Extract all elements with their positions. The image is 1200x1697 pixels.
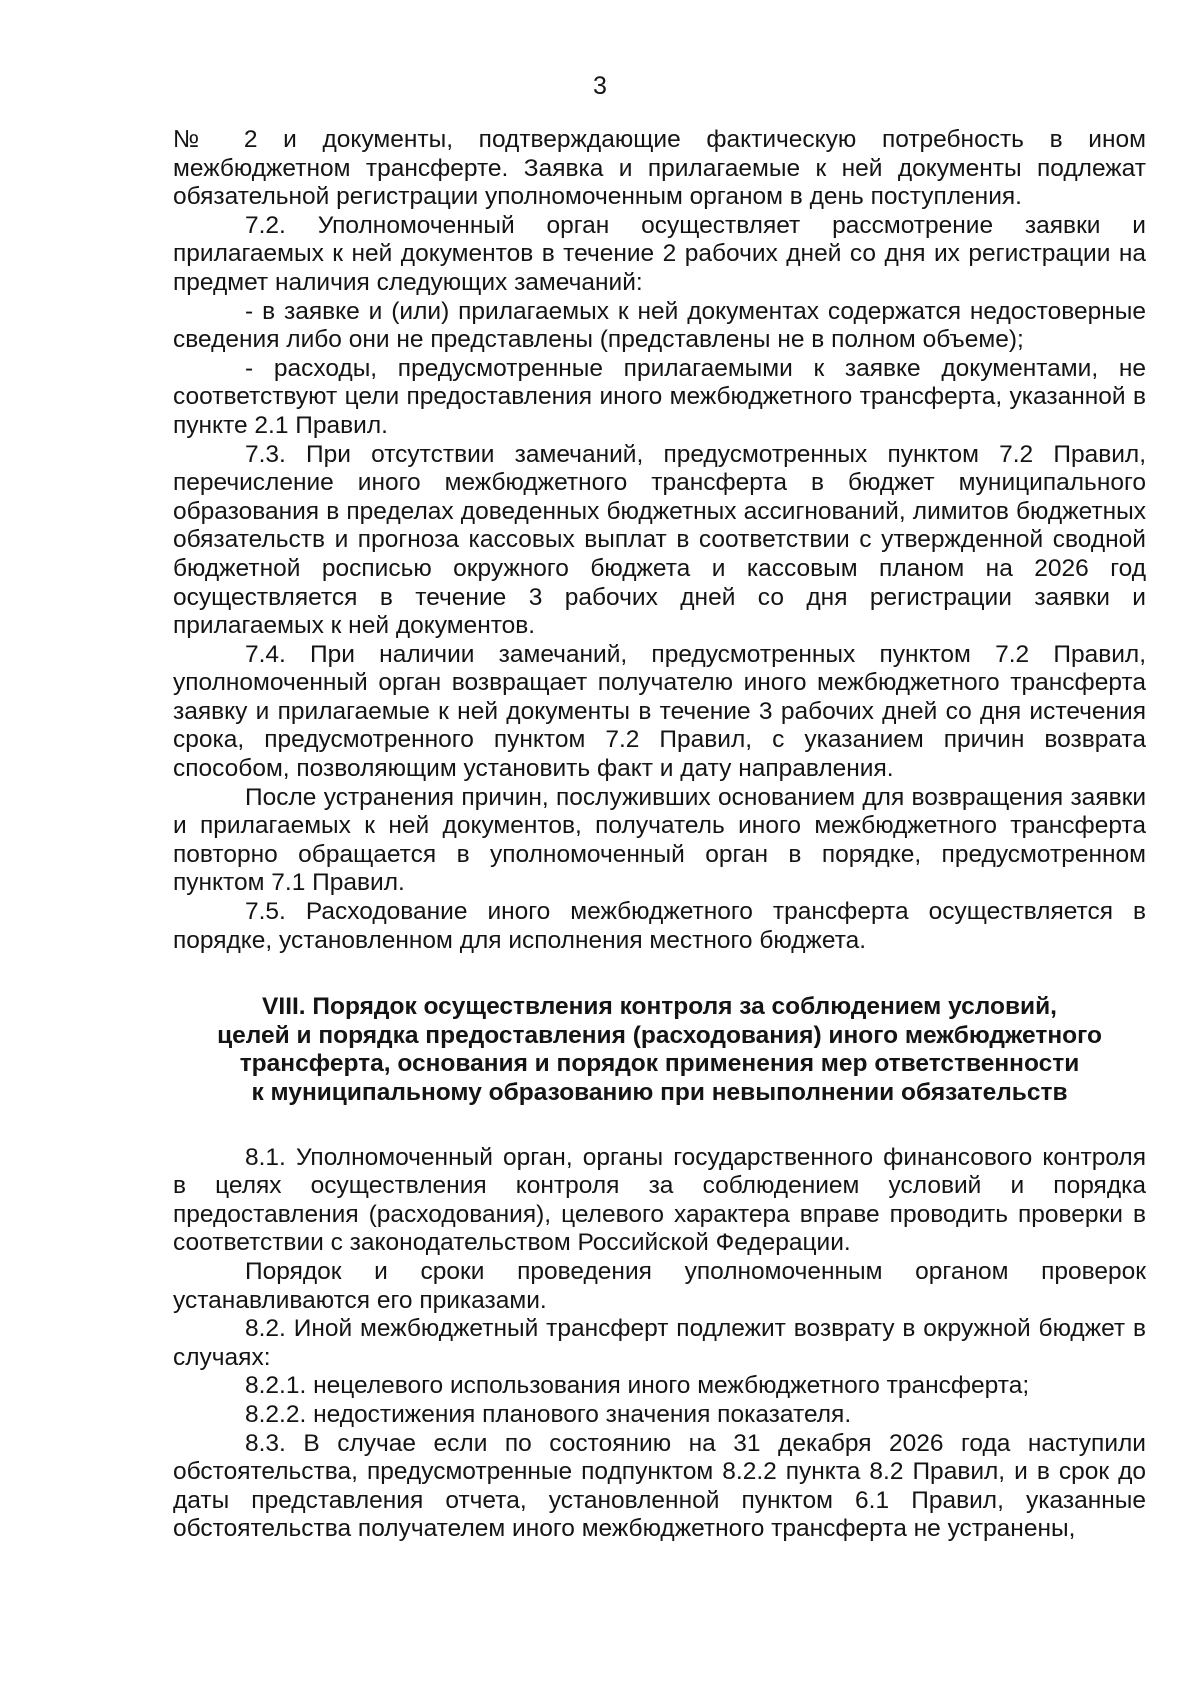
paragraph-7-4: 7.4. При наличии замечаний, предусмотренных пунктом 7.2 Правил, уполномоченный орган возвращает получателю иного межбюджетного трансферта заявку и прилагаемые к ней документы в течение 3 рабочих дней со дня истечения срока, предусмотренного пунктом 7.2 Правил, с указанием причин возврата способом, позволяющим установить факт и дату направления. — [173, 640, 1146, 783]
section-heading — [173, 993, 1146, 1107]
paragraph-8-3: 8.3. В случае если по состоянию на 31 декабря 2026 года наступили обстоятельства, предусмотренные подпунктом 8.2.2 пункта 8.2 Правил, и в срок до даты представления отчета, установленной пунктом 6.1 Правил, указанные обстоятельства получателем иного межбюджетного трансферта не устранены, — [173, 1429, 1146, 1543]
page-number: 3 — [593, 72, 607, 100]
paragraph-7-3: 7.3. При отсутствии замечаний, предусмотренных пунктом 7.2 Правил, перечисление иного межбюджетного трансферта в бюджет муниципального образования в пределах доведенных бюджетных ассигнований, лимитов бюджетных обязательств и прогноза кассовых выплат в соответствии с утвержденной сводной бюджетной росписью окружного бюджета и кассовым планом на 2026 год осуществляется в течение 3 рабочих дней со дня регистрации заявки и прилагаемых к ней документов. — [173, 440, 1146, 640]
paragraphs-before-section — [173, 126, 1146, 955]
section-heading-line: целей и порядка предоставления (расходования) иного межбюджетного — [217, 1021, 1102, 1049]
paragraph: После устранения причин, послуживших основанием для возвращения заявки и прилагаемых к ней документов, получатель иного межбюджетного трансферта повторно обращается в уполномоченный орган в порядке, предусмотренном пунктом 7.1 Правил. — [173, 783, 1146, 897]
list-item-dash: - расходы, предусмотренные прилагаемыми к заявке документами, не соответствуют цели предоставления иного межбюджетного трансферта, указанной в пункте 2.1 Правил. — [173, 354, 1146, 439]
paragraphs-after-section — [173, 1144, 1146, 1544]
paragraph-8-2-2: 8.2.2. недостижения планового значения показателя. — [245, 1400, 852, 1428]
list-item-dash: - в заявке и (или) прилагаемых к ней документах содержатся недостоверные сведения либо они не представлены (представлены не в полном объеме); — [173, 297, 1146, 354]
section-heading-line: к муниципальному образованию при невыполнении обязательств — [251, 1079, 1068, 1106]
document-body — [173, 126, 1146, 1544]
section-heading-line: VIII. Порядок осуществления контроля за соблюдением условий, — [262, 993, 1057, 1021]
paragraph-7-2: 7.2. Уполномоченный орган осуществляет рассмотрение заявки и прилагаемых к ней документов в течение 2 рабочих дней со дня их регистрации на предмет наличия следующих замечаний: — [173, 211, 1146, 296]
paragraph-7-5: 7.5. Расходование иного межбюджетного трансферта осуществляется в порядке, установленном для исполнения местного бюджета. — [173, 898, 1146, 954]
section-heading-line: трансферта, основания и порядок применения мер ответственности — [239, 1050, 1080, 1078]
paragraph-8-2-1: 8.2.1. нецелевого использования иного межбюджетного трансферта; — [245, 1372, 1030, 1400]
paragraph: Порядок и сроки проведения уполномоченным органом проверок устанавливаются его приказами. — [173, 1257, 1146, 1314]
paragraph-8-2: 8.2. Иной межбюджетный трансферт подлежит возврату в окружной бюджет в случаях: — [173, 1315, 1146, 1371]
paragraph: № 2 и документы, подтверждающие фактическую потребность в ином межбюджетном трансферте. Заявка и прилагаемые к ней документы подлежат обязательной регистрации уполномоченным органом в день поступления. — [173, 126, 1146, 211]
paragraph-8-1: 8.1. Уполномоченный орган, органы государственного финансового контроля в целях осуществления контроля за соблюдением условий и порядка предоставления (расходования), целевого характера вправе проводить проверки в соответствии с законодательством Российской Федерации. — [173, 1143, 1146, 1257]
